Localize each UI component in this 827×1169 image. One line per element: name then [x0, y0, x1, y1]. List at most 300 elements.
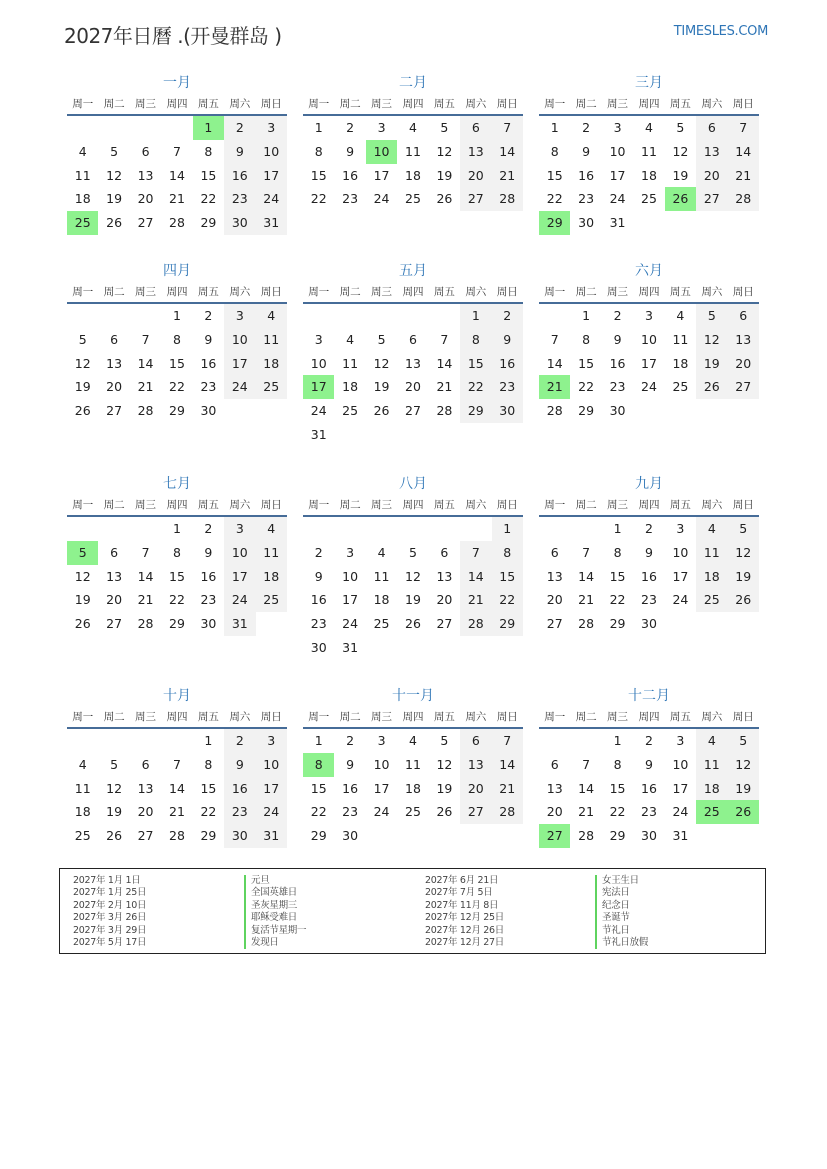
- day-cell[interactable]: 2: [224, 116, 255, 140]
- day-cell[interactable]: 21: [578, 592, 595, 608]
- day-cell[interactable]: 20: [546, 804, 563, 820]
- day-cell[interactable]: 5: [110, 756, 119, 772]
- day-cell[interactable]: 20: [137, 191, 154, 207]
- day-cell[interactable]: 7: [440, 331, 449, 347]
- day-cell[interactable]: 3: [224, 304, 255, 328]
- day-cell[interactable]: 23: [641, 804, 657, 820]
- day-cell[interactable]: 2: [346, 120, 355, 135]
- day-cell[interactable]: 6: [141, 756, 150, 772]
- day-cell[interactable]: 27: [106, 616, 123, 632]
- day-cell[interactable]: 10: [609, 143, 626, 159]
- day-cell[interactable]: 25: [256, 588, 287, 612]
- day-cell[interactable]: 7: [582, 756, 591, 772]
- day-cell[interactable]: 10: [256, 753, 287, 777]
- day-cell[interactable]: 27: [137, 215, 154, 231]
- day-cell[interactable]: 20: [460, 164, 491, 188]
- day-cell[interactable]: 12: [728, 753, 759, 777]
- day-cell[interactable]: 26: [106, 828, 123, 844]
- day-cell[interactable]: 24: [310, 403, 327, 419]
- day-cell[interactable]: 27: [696, 187, 727, 211]
- holiday-day-cell[interactable]: 1: [193, 116, 224, 140]
- day-cell[interactable]: 23: [200, 592, 217, 608]
- day-cell[interactable]: 17: [373, 167, 390, 183]
- day-cell[interactable]: 4: [78, 143, 87, 159]
- day-cell[interactable]: 9: [645, 544, 653, 560]
- day-cell[interactable]: 17: [672, 780, 689, 796]
- day-cell[interactable]: 2: [613, 308, 622, 323]
- day-cell[interactable]: 6: [728, 304, 759, 328]
- holiday-day-cell[interactable]: 21: [539, 375, 570, 399]
- day-cell[interactable]: 2: [314, 544, 323, 560]
- day-cell[interactable]: 24: [224, 375, 255, 399]
- day-cell[interactable]: 15: [169, 355, 185, 371]
- day-cell[interactable]: 10: [256, 140, 287, 164]
- day-cell[interactable]: 7: [550, 331, 559, 347]
- day-cell[interactable]: 23: [200, 379, 217, 395]
- day-cell[interactable]: 30: [578, 215, 595, 231]
- day-cell[interactable]: 25: [405, 804, 421, 820]
- day-cell[interactable]: 22: [200, 191, 217, 207]
- day-cell[interactable]: 24: [373, 804, 390, 820]
- day-cell[interactable]: 23: [224, 187, 255, 211]
- day-cell[interactable]: 29: [310, 828, 327, 844]
- day-cell[interactable]: 12: [106, 780, 123, 796]
- day-cell[interactable]: 10: [672, 544, 689, 560]
- day-cell[interactable]: 16: [224, 777, 255, 801]
- day-cell[interactable]: 18: [74, 804, 91, 820]
- day-cell[interactable]: 7: [141, 331, 150, 347]
- holiday-day-cell[interactable]: 8: [303, 753, 334, 777]
- day-cell[interactable]: 11: [405, 756, 421, 772]
- day-cell[interactable]: 9: [204, 544, 213, 560]
- day-cell[interactable]: 23: [609, 379, 626, 395]
- day-cell[interactable]: 26: [405, 616, 421, 632]
- brand-logo-text[interactable]: TIMESLES.COM: [673, 24, 768, 39]
- day-cell[interactable]: 20: [728, 352, 759, 376]
- day-cell[interactable]: 2: [492, 304, 523, 328]
- day-cell[interactable]: 15: [169, 568, 185, 584]
- day-cell[interactable]: 29: [200, 828, 217, 844]
- day-cell[interactable]: 27: [106, 403, 123, 419]
- day-cell[interactable]: 13: [546, 568, 563, 584]
- day-cell[interactable]: 19: [106, 191, 123, 207]
- day-cell[interactable]: 3: [346, 544, 355, 560]
- day-cell[interactable]: 6: [110, 331, 119, 347]
- day-cell[interactable]: 19: [728, 777, 759, 801]
- day-cell[interactable]: 11: [74, 167, 91, 183]
- day-cell[interactable]: 22: [310, 804, 327, 820]
- day-cell[interactable]: 23: [342, 191, 359, 207]
- day-cell[interactable]: 24: [256, 800, 287, 824]
- day-cell[interactable]: 14: [460, 565, 491, 589]
- day-cell[interactable]: 29: [609, 616, 626, 632]
- day-cell[interactable]: 4: [409, 733, 417, 748]
- day-cell[interactable]: 10: [224, 541, 255, 565]
- day-cell[interactable]: 5: [728, 517, 759, 541]
- day-cell[interactable]: 19: [405, 592, 421, 608]
- day-cell[interactable]: 18: [641, 167, 657, 183]
- day-cell[interactable]: 14: [169, 780, 185, 796]
- day-cell[interactable]: 27: [728, 375, 759, 399]
- day-cell[interactable]: 14: [436, 355, 453, 371]
- day-cell[interactable]: 7: [492, 729, 523, 753]
- day-cell[interactable]: 17: [224, 565, 255, 589]
- day-cell[interactable]: 19: [728, 565, 759, 589]
- day-cell[interactable]: 13: [436, 568, 453, 584]
- day-cell[interactable]: 15: [460, 352, 491, 376]
- day-cell[interactable]: 20: [460, 777, 491, 801]
- day-cell[interactable]: 1: [314, 733, 323, 748]
- day-cell[interactable]: 5: [110, 143, 119, 159]
- day-cell[interactable]: 12: [74, 568, 91, 584]
- day-cell[interactable]: 23: [578, 191, 595, 207]
- day-cell[interactable]: 29: [169, 403, 185, 419]
- day-cell[interactable]: 9: [492, 328, 523, 352]
- day-cell[interactable]: 13: [460, 140, 491, 164]
- holiday-day-cell[interactable]: 25: [696, 800, 727, 824]
- day-cell[interactable]: 3: [256, 729, 287, 753]
- day-cell[interactable]: 15: [492, 565, 523, 589]
- day-cell[interactable]: 7: [141, 544, 150, 560]
- day-cell[interactable]: 30: [609, 403, 626, 419]
- day-cell[interactable]: 29: [609, 828, 626, 844]
- day-cell[interactable]: 3: [645, 308, 653, 323]
- holiday-day-cell[interactable]: 29: [539, 211, 570, 235]
- day-cell[interactable]: 1: [460, 304, 491, 328]
- day-cell[interactable]: 22: [310, 191, 327, 207]
- day-cell[interactable]: 3: [613, 120, 622, 135]
- day-cell[interactable]: 29: [578, 403, 595, 419]
- day-cell[interactable]: 7: [582, 544, 591, 560]
- day-cell[interactable]: 19: [373, 379, 390, 395]
- day-cell[interactable]: 6: [409, 331, 417, 347]
- day-cell[interactable]: 9: [224, 753, 255, 777]
- day-cell[interactable]: 10: [641, 331, 657, 347]
- day-cell[interactable]: 21: [137, 379, 154, 395]
- day-cell[interactable]: 6: [460, 116, 491, 140]
- day-cell[interactable]: 20: [436, 592, 453, 608]
- day-cell[interactable]: 3: [377, 120, 386, 135]
- day-cell[interactable]: 16: [609, 355, 626, 371]
- day-cell[interactable]: 21: [492, 777, 523, 801]
- day-cell[interactable]: 3: [676, 521, 685, 536]
- day-cell[interactable]: 15: [609, 780, 626, 796]
- day-cell[interactable]: 20: [137, 804, 154, 820]
- day-cell[interactable]: 19: [672, 167, 689, 183]
- day-cell[interactable]: 7: [728, 116, 759, 140]
- day-cell[interactable]: 14: [578, 780, 595, 796]
- day-cell[interactable]: 7: [173, 756, 181, 772]
- day-cell[interactable]: 26: [728, 588, 759, 612]
- day-cell[interactable]: 11: [405, 143, 421, 159]
- day-cell[interactable]: 27: [460, 800, 491, 824]
- day-cell[interactable]: 2: [582, 120, 591, 135]
- day-cell[interactable]: 6: [550, 544, 559, 560]
- day-cell[interactable]: 12: [436, 143, 453, 159]
- day-cell[interactable]: 21: [460, 588, 491, 612]
- day-cell[interactable]: 2: [346, 733, 355, 748]
- day-cell[interactable]: 10: [224, 328, 255, 352]
- day-cell[interactable]: 18: [373, 592, 390, 608]
- day-cell[interactable]: 9: [204, 331, 213, 347]
- day-cell[interactable]: 5: [409, 544, 417, 560]
- day-cell[interactable]: 6: [110, 544, 119, 560]
- day-cell[interactable]: 22: [546, 191, 563, 207]
- day-cell[interactable]: 30: [641, 616, 657, 632]
- day-cell[interactable]: 1: [173, 521, 181, 536]
- day-cell[interactable]: 16: [492, 352, 523, 376]
- day-cell[interactable]: 15: [310, 167, 327, 183]
- holiday-day-cell[interactable]: 26: [665, 187, 696, 211]
- day-cell[interactable]: 4: [645, 120, 653, 135]
- day-cell[interactable]: 10: [373, 756, 390, 772]
- day-cell[interactable]: 24: [609, 191, 626, 207]
- day-cell[interactable]: 8: [173, 331, 181, 347]
- day-cell[interactable]: 31: [672, 828, 689, 844]
- day-cell[interactable]: 16: [578, 167, 595, 183]
- day-cell[interactable]: 13: [137, 780, 154, 796]
- day-cell[interactable]: 17: [256, 777, 287, 801]
- day-cell[interactable]: 3: [676, 733, 685, 748]
- day-cell[interactable]: 1: [613, 521, 622, 536]
- day-cell[interactable]: 3: [314, 331, 323, 347]
- day-cell[interactable]: 20: [106, 379, 123, 395]
- day-cell[interactable]: 2: [224, 729, 255, 753]
- day-cell[interactable]: 28: [492, 800, 523, 824]
- day-cell[interactable]: 13: [137, 167, 154, 183]
- day-cell[interactable]: 17: [609, 167, 626, 183]
- day-cell[interactable]: 15: [310, 780, 327, 796]
- day-cell[interactable]: 12: [696, 328, 727, 352]
- holiday-day-cell[interactable]: 5: [67, 541, 98, 565]
- day-cell[interactable]: 6: [550, 756, 559, 772]
- holiday-day-cell[interactable]: 10: [366, 140, 397, 164]
- day-cell[interactable]: 21: [578, 804, 595, 820]
- day-cell[interactable]: 22: [609, 592, 626, 608]
- day-cell[interactable]: 23: [492, 375, 523, 399]
- day-cell[interactable]: 8: [460, 328, 491, 352]
- day-cell[interactable]: 17: [641, 355, 657, 371]
- day-cell[interactable]: 4: [696, 729, 727, 753]
- day-cell[interactable]: 8: [550, 143, 559, 159]
- day-cell[interactable]: 24: [672, 804, 689, 820]
- day-cell[interactable]: 31: [256, 211, 287, 235]
- day-cell[interactable]: 29: [169, 616, 185, 632]
- day-cell[interactable]: 8: [613, 756, 622, 772]
- day-cell[interactable]: 15: [578, 355, 595, 371]
- day-cell[interactable]: 11: [256, 541, 287, 565]
- day-cell[interactable]: 3: [377, 733, 386, 748]
- day-cell[interactable]: 2: [645, 733, 653, 748]
- day-cell[interactable]: 14: [169, 167, 185, 183]
- day-cell[interactable]: 19: [106, 804, 123, 820]
- day-cell[interactable]: 28: [137, 403, 154, 419]
- day-cell[interactable]: 9: [582, 143, 591, 159]
- day-cell[interactable]: 11: [256, 328, 287, 352]
- day-cell[interactable]: 28: [546, 403, 563, 419]
- day-cell[interactable]: 21: [492, 164, 523, 188]
- day-cell[interactable]: 11: [696, 753, 727, 777]
- day-cell[interactable]: 18: [74, 191, 91, 207]
- day-cell[interactable]: 9: [645, 756, 653, 772]
- day-cell[interactable]: 13: [696, 140, 727, 164]
- day-cell[interactable]: 15: [200, 780, 217, 796]
- day-cell[interactable]: 22: [460, 375, 491, 399]
- day-cell[interactable]: 14: [492, 753, 523, 777]
- day-cell[interactable]: 11: [672, 331, 689, 347]
- day-cell[interactable]: 4: [78, 756, 87, 772]
- day-cell[interactable]: 26: [436, 191, 453, 207]
- day-cell[interactable]: 15: [546, 167, 563, 183]
- day-cell[interactable]: 20: [546, 592, 563, 608]
- day-cell[interactable]: 26: [74, 616, 91, 632]
- day-cell[interactable]: 16: [310, 592, 327, 608]
- day-cell[interactable]: 17: [373, 780, 390, 796]
- day-cell[interactable]: 16: [200, 568, 217, 584]
- day-cell[interactable]: 21: [436, 379, 453, 395]
- day-cell[interactable]: 25: [641, 191, 657, 207]
- day-cell[interactable]: 16: [641, 568, 657, 584]
- day-cell[interactable]: 25: [342, 403, 359, 419]
- day-cell[interactable]: 4: [346, 331, 355, 347]
- day-cell[interactable]: 5: [78, 331, 87, 347]
- day-cell[interactable]: 30: [492, 399, 523, 423]
- day-cell[interactable]: 30: [310, 639, 327, 655]
- day-cell[interactable]: 2: [645, 521, 653, 536]
- day-cell[interactable]: 12: [672, 143, 689, 159]
- day-cell[interactable]: 27: [405, 403, 421, 419]
- day-cell[interactable]: 1: [173, 308, 181, 323]
- day-cell[interactable]: 7: [173, 143, 181, 159]
- day-cell[interactable]: 31: [224, 612, 255, 636]
- day-cell[interactable]: 22: [169, 379, 185, 395]
- day-cell[interactable]: 26: [106, 215, 123, 231]
- day-cell[interactable]: 25: [74, 828, 91, 844]
- day-cell[interactable]: 17: [256, 164, 287, 188]
- day-cell[interactable]: 17: [672, 568, 689, 584]
- day-cell[interactable]: 26: [436, 804, 453, 820]
- day-cell[interactable]: 5: [440, 733, 449, 748]
- day-cell[interactable]: 27: [436, 616, 453, 632]
- day-cell[interactable]: 22: [609, 804, 626, 820]
- day-cell[interactable]: 14: [728, 140, 759, 164]
- day-cell[interactable]: 22: [492, 588, 523, 612]
- day-cell[interactable]: 26: [696, 375, 727, 399]
- day-cell[interactable]: 31: [310, 426, 327, 442]
- day-cell[interactable]: 21: [728, 164, 759, 188]
- day-cell[interactable]: 28: [169, 828, 185, 844]
- day-cell[interactable]: 21: [169, 804, 185, 820]
- day-cell[interactable]: 19: [696, 352, 727, 376]
- day-cell[interactable]: 13: [106, 355, 123, 371]
- day-cell[interactable]: 6: [460, 729, 491, 753]
- day-cell[interactable]: 28: [578, 616, 595, 632]
- day-cell[interactable]: 24: [641, 379, 657, 395]
- day-cell[interactable]: 21: [137, 592, 154, 608]
- day-cell[interactable]: 22: [200, 804, 217, 820]
- day-cell[interactable]: 8: [492, 541, 523, 565]
- day-cell[interactable]: 1: [204, 733, 213, 748]
- day-cell[interactable]: 30: [200, 616, 217, 632]
- day-cell[interactable]: 1: [314, 120, 323, 135]
- day-cell[interactable]: 18: [696, 565, 727, 589]
- day-cell[interactable]: 28: [137, 616, 154, 632]
- day-cell[interactable]: 16: [224, 164, 255, 188]
- day-cell[interactable]: 20: [696, 164, 727, 188]
- day-cell[interactable]: 9: [613, 331, 622, 347]
- day-cell[interactable]: 19: [436, 167, 453, 183]
- day-cell[interactable]: 24: [256, 187, 287, 211]
- day-cell[interactable]: 17: [342, 592, 359, 608]
- day-cell[interactable]: 3: [224, 517, 255, 541]
- day-cell[interactable]: 4: [696, 517, 727, 541]
- day-cell[interactable]: 25: [256, 375, 287, 399]
- day-cell[interactable]: 28: [578, 828, 595, 844]
- day-cell[interactable]: 20: [106, 592, 123, 608]
- day-cell[interactable]: 26: [74, 403, 91, 419]
- day-cell[interactable]: 13: [728, 328, 759, 352]
- day-cell[interactable]: 1: [492, 517, 523, 541]
- day-cell[interactable]: 14: [546, 355, 563, 371]
- day-cell[interactable]: 14: [578, 568, 595, 584]
- day-cell[interactable]: 9: [346, 143, 355, 159]
- day-cell[interactable]: 13: [106, 568, 123, 584]
- day-cell[interactable]: 12: [405, 568, 421, 584]
- day-cell[interactable]: 5: [696, 304, 727, 328]
- day-cell[interactable]: 14: [492, 140, 523, 164]
- day-cell[interactable]: 12: [74, 355, 91, 371]
- day-cell[interactable]: 28: [169, 215, 185, 231]
- day-cell[interactable]: 5: [440, 120, 449, 135]
- day-cell[interactable]: 13: [405, 355, 421, 371]
- day-cell[interactable]: 8: [314, 143, 323, 159]
- day-cell[interactable]: 12: [106, 167, 123, 183]
- day-cell[interactable]: 16: [200, 355, 217, 371]
- day-cell[interactable]: 4: [676, 308, 685, 323]
- day-cell[interactable]: 5: [676, 120, 685, 135]
- day-cell[interactable]: 6: [696, 116, 727, 140]
- day-cell[interactable]: 7: [460, 541, 491, 565]
- day-cell[interactable]: 28: [460, 612, 491, 636]
- day-cell[interactable]: 19: [436, 780, 453, 796]
- day-cell[interactable]: 24: [373, 191, 390, 207]
- day-cell[interactable]: 1: [550, 120, 559, 135]
- day-cell[interactable]: 29: [200, 215, 217, 231]
- day-cell[interactable]: 30: [200, 403, 217, 419]
- day-cell[interactable]: 30: [342, 828, 359, 844]
- day-cell[interactable]: 13: [460, 753, 491, 777]
- day-cell[interactable]: 14: [137, 568, 154, 584]
- day-cell[interactable]: 10: [310, 355, 327, 371]
- day-cell[interactable]: 6: [141, 143, 150, 159]
- day-cell[interactable]: 25: [405, 191, 421, 207]
- day-cell[interactable]: 5: [377, 331, 386, 347]
- day-cell[interactable]: 22: [578, 379, 595, 395]
- day-cell[interactable]: 16: [342, 780, 359, 796]
- day-cell[interactable]: 29: [460, 399, 491, 423]
- day-cell[interactable]: 9: [314, 568, 323, 584]
- day-cell[interactable]: 3: [256, 116, 287, 140]
- day-cell[interactable]: 8: [582, 331, 591, 347]
- day-cell[interactable]: 15: [609, 568, 626, 584]
- day-cell[interactable]: 7: [492, 116, 523, 140]
- day-cell[interactable]: 6: [440, 544, 449, 560]
- day-cell[interactable]: 30: [224, 824, 255, 848]
- day-cell[interactable]: 11: [74, 780, 91, 796]
- day-cell[interactable]: 27: [460, 187, 491, 211]
- day-cell[interactable]: 9: [224, 140, 255, 164]
- holiday-day-cell[interactable]: 27: [539, 824, 570, 848]
